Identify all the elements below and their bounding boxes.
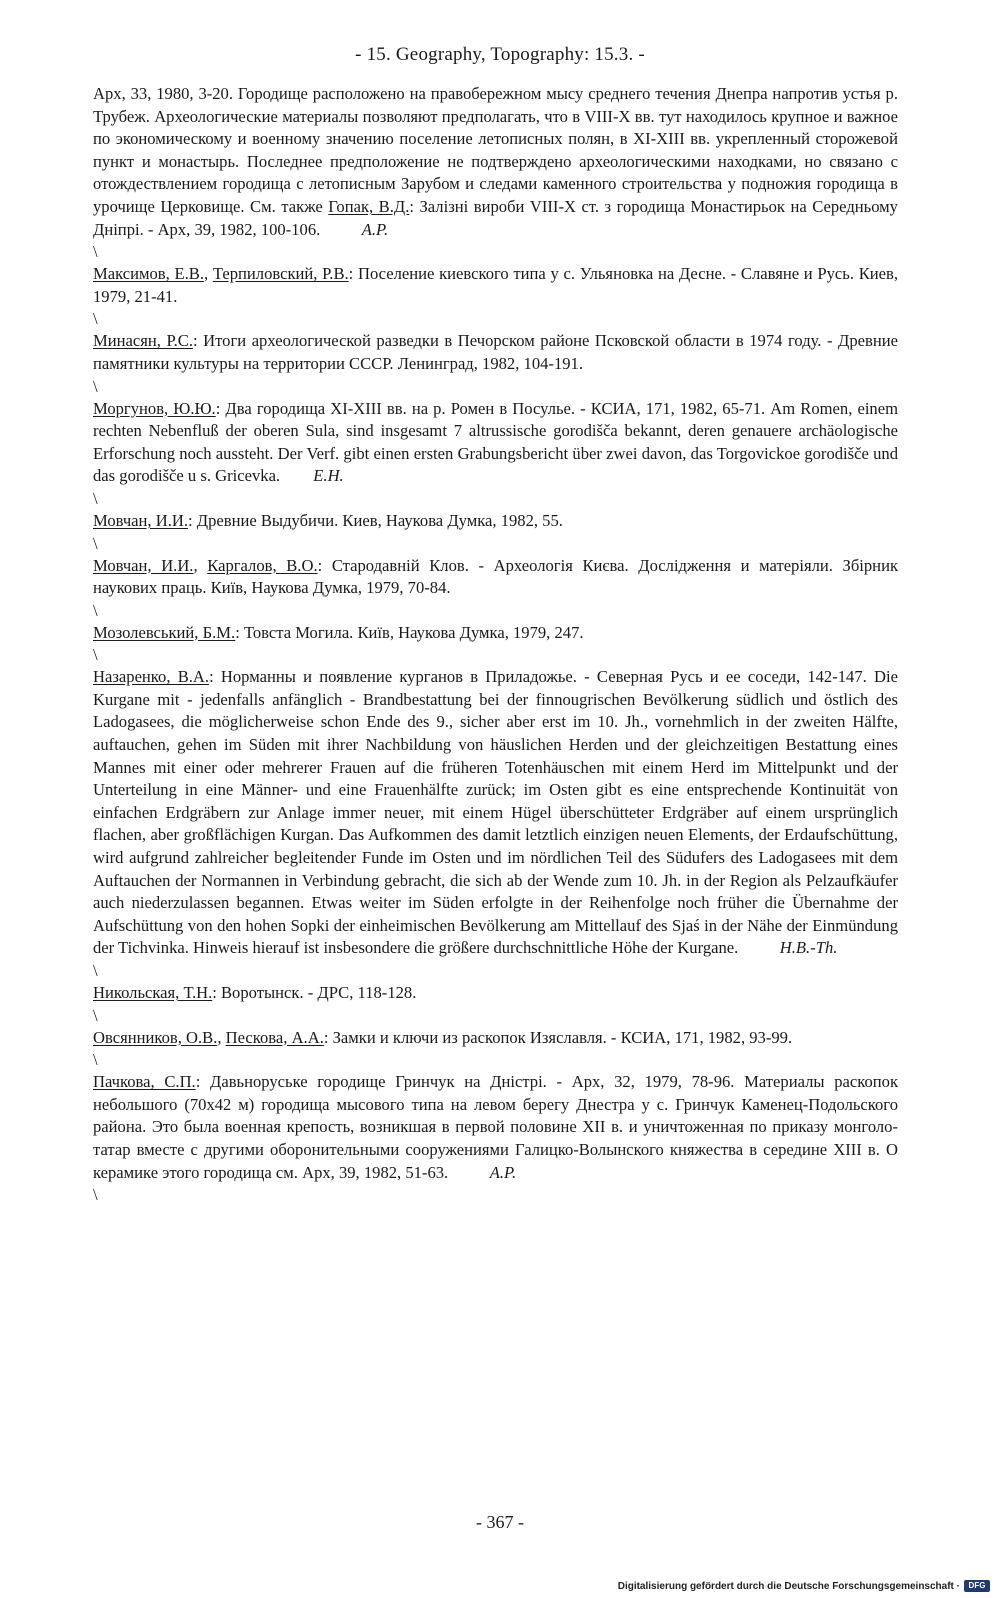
entry-separator: \ xyxy=(93,309,98,329)
entry-body: : Воротынск. - ДРС, 118-128. xyxy=(212,983,417,1002)
entry-body: : Замки и ключи из раскопок Изяславля. - КСИА, 171, 1982, 93-99. xyxy=(323,1027,793,1047)
author-link[interactable]: Мовчан, И.И. xyxy=(93,555,194,575)
entry-text xyxy=(93,622,898,645)
entry-text xyxy=(93,83,898,241)
entry-body-continued: : Залізні вироби VIII-X ст. з городища Монастирьок на Середньому Дніпрі. - Арх, 39, 1982, 100-106. xyxy=(93,196,898,239)
bibliography-entry xyxy=(93,982,898,1005)
author-link[interactable]: Моргунов, Ю.Ю. xyxy=(93,398,216,418)
author-link[interactable]: Назаренко, В.А. xyxy=(93,667,210,687)
entry-separator: \ xyxy=(93,961,98,980)
bibliography-entry xyxy=(93,398,898,488)
bibliography-entry xyxy=(93,83,898,241)
bibliography-entry xyxy=(93,510,898,533)
entry-body: Арх, 33, 1980, 3-20. Городище расположено на правобережном мысу среднего течения Днепра напротив устья р. Трубеж. Археологические материалы позволяют предполагать, что в VIII-X вв. тут находилось крупное и важное по экономическому и военному значению поселение летописных полян, в XI-XIII вв. укрепленный сторожевой пункт и монастырь. Последнее предположение не подтверждено археологическими находками, но связано с отождествлением городища с летописным Зарубом и следами каменного строительства у подножия городища в урочище Церковище. См. также xyxy=(93,84,898,216)
bibliography-entry xyxy=(93,263,898,308)
dfg-logo-icon: DFG xyxy=(964,1580,990,1592)
bibliography-entry xyxy=(93,1071,898,1184)
author-link[interactable]: Гопак, В.Д. xyxy=(328,196,410,216)
entry-text: Максимов, Е.В., Терпиловский, Р.В.: Поселение киевского типа у с. Ульяновка на Десне. - Славяне и Русь. Киев, 1979, 21-41. xyxy=(93,264,899,306)
page-number: - 367 - xyxy=(476,1512,524,1532)
reviewer-initials: E.H. xyxy=(313,466,344,486)
entry-body: : Древние Выдубичи. Киев, Наукова Думка, 1982, 55. xyxy=(188,510,563,530)
bibliography-entry xyxy=(93,622,898,645)
author-link[interactable]: Мозолевський, Б.М. xyxy=(93,622,236,642)
reviewer-initials: A.P. xyxy=(489,1162,517,1182)
reviewer-initials: H.B.-Th. xyxy=(779,938,838,958)
entry-separator: \ xyxy=(93,600,98,620)
reviewer-initials: A.P. xyxy=(361,219,389,239)
entry-body: : Итоги археологической разведки в Печорском районе Псковской области в 1974 году. - Древние памятники культуры на территории СССР. Ленинград, 1982, 104-191. xyxy=(93,331,898,373)
entry-separator: \ xyxy=(93,242,98,262)
entry-text xyxy=(93,330,898,375)
footer-text: Digitalisierung gefördert durch die Deutsche Forschungsgemeinschaft · xyxy=(617,1580,960,1592)
author-link[interactable]: Максимов, Е.В. xyxy=(93,264,204,284)
entry-body: : Два городища XI-XIII вв. на р. Ромен в Посулье. - КСИА, 171, 1982, 65-71. Am Romen, einem rechten Nebenfluß der oberen Sula, sind insgesamt 7 altrussische gorodišča bekannt, deren genauere archäologische Erforschung noch aussteht. Der Verf. gibt einen ersten Grabungsbericht über zwei davon, das Torgovickoe gorodišče und das gorodišče u s. Gricevka. xyxy=(93,398,898,486)
bibliography-list xyxy=(93,83,898,1206)
author-link[interactable]: Каргалов, В.О. xyxy=(207,555,318,575)
entry-separator: \ xyxy=(93,645,98,665)
entry-text xyxy=(93,1071,898,1184)
entry-text xyxy=(93,982,898,1005)
entry-text: Мовчан, И.И., Каргалов, В.О.: Стародавній Клов. - Археологія Києва. Дослідження и матеріяли. Збірник наукових праць. Київ, Наукова Думка, 1979, 70-84. xyxy=(93,555,899,598)
entry-text xyxy=(93,510,898,533)
entry-text xyxy=(93,398,898,488)
author-link[interactable]: Минасян, Р.С. xyxy=(93,331,193,351)
author-link[interactable]: Никольская, Т.Н. xyxy=(93,983,213,1002)
author-link[interactable]: Пачкова, С.П. xyxy=(93,1072,196,1092)
entry-separator: \ xyxy=(93,488,98,508)
entry-body: : Товста Могила. Київ, Наукова Думка, 1979, 247. xyxy=(235,622,584,642)
entry-body: : Поселение киевского типа у с. Ульяновка на Десне. - Славяне и Русь. Киев, 1979, 21-41. xyxy=(93,264,899,306)
entry-separator: \ xyxy=(93,533,98,553)
entry-separator: \ xyxy=(93,376,98,396)
author-link[interactable]: Пескова, А.А. xyxy=(225,1027,324,1047)
entry-separator: \ xyxy=(93,1005,98,1025)
bibliography-entry xyxy=(93,330,898,375)
author-link[interactable]: Терпиловский, Р.В. xyxy=(212,264,349,284)
author-link[interactable]: Овсянников, О.В. xyxy=(93,1027,218,1047)
entry-text xyxy=(93,666,898,960)
author-link[interactable]: Мовчан, И.И. xyxy=(93,510,188,530)
page-header: - 15. Geography, Topography: 15.3. - xyxy=(355,44,645,65)
entry-body: : Давьноруське городище Гринчук на Дністрі. - Арх, 32, 1979, 78-96. Материалы раскопок небольшого (70х42 м) городища мысового типа на левом берегу Днестра у с. Гринчук Каменец-Подольского района. Это была военная крепость, возникшая в первой половине XII в. и уничтоженная по приказу монголо-татар вместе с другими оборонительными сооружениями Галицко-Волынского княжества в середине XIII в. О керамике этого городища см. Арх, 39, 1982, 51-63. xyxy=(93,1072,899,1182)
entry-separator: \ xyxy=(93,1050,98,1070)
bibliography-entry xyxy=(93,1027,898,1050)
entry-body: : Норманны и появление курганов в Приладожье. - Северная Русь и ее соседи, 142-147. Die Kurgane mit - jedenfalls anfänglich - Brandbestattung bei der finnougrischen Bevölkerung südlich und östlich des Ladogasees, die möglicherweise schon Ende des 9., sicher aber erst im 10. Jh., vornehmlich in der zweiten Hälfte, auftauchen, gehen im Süden mit ihrer Nachbildung von häuslichen Herden und der gleichzeitigen Bestattung eines Mannes mit einer oder mehrerer Frauen auf die früheren Totenhäuschen mit einem Herd im Mittelpunkt und der Unterteilung in eine Männer- und eine Frauenhälfte zurück; im Osten gibt es eine entsprechende Kontinuität von einfachen Erdgräbern zur Anlage immer neuer, mit einem Hügel überschütteter Erdgräber auf einem ursprünglich flachen, aber großflächigen Kurgan. Das Aufkommen des damit letztlich einzigen neuen Elements, der Erdaufschüttung, wird aufgrund zahlreicher begleitender Funde im Osten und im nördlichen Teil des Südufers des Ladogasees mit dem Auftauchen der Normannen in Verbindung gebracht, die sich ab der Wende zum 10. Jh. in der Region als Pelzaufkäufer auch niederzulassen begannen. Etwas weiter im Süden erfolgte in der Reihenfolge noch früher die Übernahme der Aufschüttung von den hohen Sopki der einheimischen Bevölkerung am Mittellauf des Sjaś in der Nähe der Einmündung der Tichvinka. Hinweis hierauf ist insbesondere die größere durchschnittliche Höhe der Kurgane. xyxy=(93,667,898,958)
bibliography-entry xyxy=(93,555,898,600)
entry-text: Овсянников, О.В., Пескова, А.А.: Замки и ключи из раскопок Изяславля. - КСИА, 171, 1982, 93-99. xyxy=(93,1027,793,1047)
bibliography-entry xyxy=(93,666,898,960)
entry-separator: \ xyxy=(93,1185,98,1205)
digitization-footer xyxy=(618,1580,990,1592)
entry-body: : Стародавній Клов. - Археологія Києва. Дослідження и матеріяли. Збірник наукових праць. Київ, Наукова Думка, 1979, 70-84. xyxy=(93,555,899,598)
